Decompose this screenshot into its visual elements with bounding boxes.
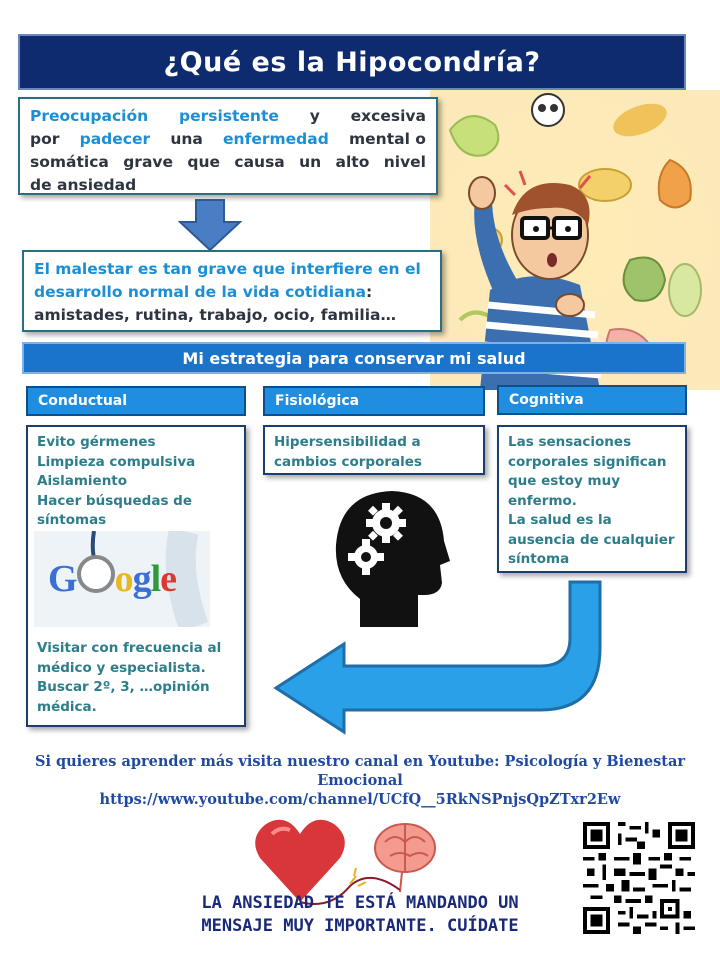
cognitiva-box: [497, 425, 687, 573]
fisiologica-box: [263, 425, 485, 475]
conductual-box: [26, 425, 246, 727]
conductual-lower-list: [37, 639, 237, 717]
definition-word: una: [170, 130, 203, 148]
category-fisiologica-label: Fisiológica: [275, 393, 360, 409]
definition-word: padecer: [79, 130, 151, 148]
malestar-list-text: : amistades, rutina, trabajo, ocio, familia…: [34, 283, 396, 324]
list-item: Aislamiento: [37, 473, 128, 489]
page-title: ¿Qué es la Hipocondría?: [163, 46, 541, 78]
definition-line-2: [30, 128, 426, 151]
google-doctor-image: [34, 531, 210, 627]
definition-line-1: [30, 105, 426, 128]
definition-word: persistente: [178, 107, 279, 125]
bottom-message: [160, 892, 560, 938]
definition-word: y: [309, 107, 320, 125]
definition-line-3: somática grave que causa un alto nivel: [30, 153, 426, 171]
list-item: La salud es la ausencia de cualquier síntoma: [508, 512, 675, 567]
definition-word: mental o: [349, 130, 426, 148]
list-item: Hacer búsquedas de síntomas: [37, 492, 192, 528]
strategy-title-bar: [22, 342, 686, 374]
list-item: Visitar con frecuencia al médico y especialista.: [37, 640, 222, 676]
malestar-highlight-text: El malestar es tan grave que interfiere en el desarrollo normal de la vida cotidiana: [34, 260, 421, 301]
category-conductual: [26, 386, 246, 416]
youtube-channel-link[interactable]: https://www.youtube.com/channel/UCfQ__5RkNSPnjsQpZTxr2Ew: [99, 791, 621, 808]
definition-box: [18, 97, 438, 195]
google-logo: G ogle: [48, 555, 176, 593]
definition-line-4: de ansiedad: [30, 176, 137, 194]
category-conductual-label: Conductual: [38, 393, 128, 409]
bottom-message-line-1: LA ANSIEDAD TE ESTÁ MANDANDO UN: [201, 893, 519, 913]
fisiologica-text: Hipersensibilidad a cambios corporales: [274, 434, 422, 470]
qr-code-icon[interactable]: [583, 822, 695, 934]
list-item: Limpieza compulsiva: [37, 453, 196, 470]
category-cognitiva: [497, 385, 687, 415]
page-title-bar: [18, 34, 686, 90]
list-item: Las sensaciones corporales significan que estoy muy enfermo.: [508, 434, 667, 509]
footer-text: [0, 752, 720, 809]
list-item: Buscar 2º, 3, …opinión médica.: [37, 679, 210, 715]
bottom-message-line-2: MENSAJE MUY IMPORTANTE. CUÍDATE: [201, 916, 519, 936]
definition-word: por: [30, 130, 60, 148]
curved-return-arrow-icon: [270, 578, 610, 738]
category-cognitiva-label: Cognitiva: [509, 392, 584, 408]
definition-word: Preocupación: [30, 107, 149, 125]
down-arrow-icon: [178, 198, 242, 252]
strategy-title: Mi estrategia para conservar mi salud: [182, 348, 526, 368]
malestar-box: [22, 250, 442, 332]
definition-word: enfermedad: [223, 130, 329, 148]
definition-word: excesiva: [350, 107, 426, 125]
category-fisiologica: [263, 386, 485, 416]
list-item: Evito gérmenes: [37, 434, 156, 450]
skull-icon: [532, 94, 564, 126]
footer-line-1: Si quieres aprender más visita nuestro canal en Youtube: Psicología y Bienestar Emocional: [34, 753, 686, 789]
